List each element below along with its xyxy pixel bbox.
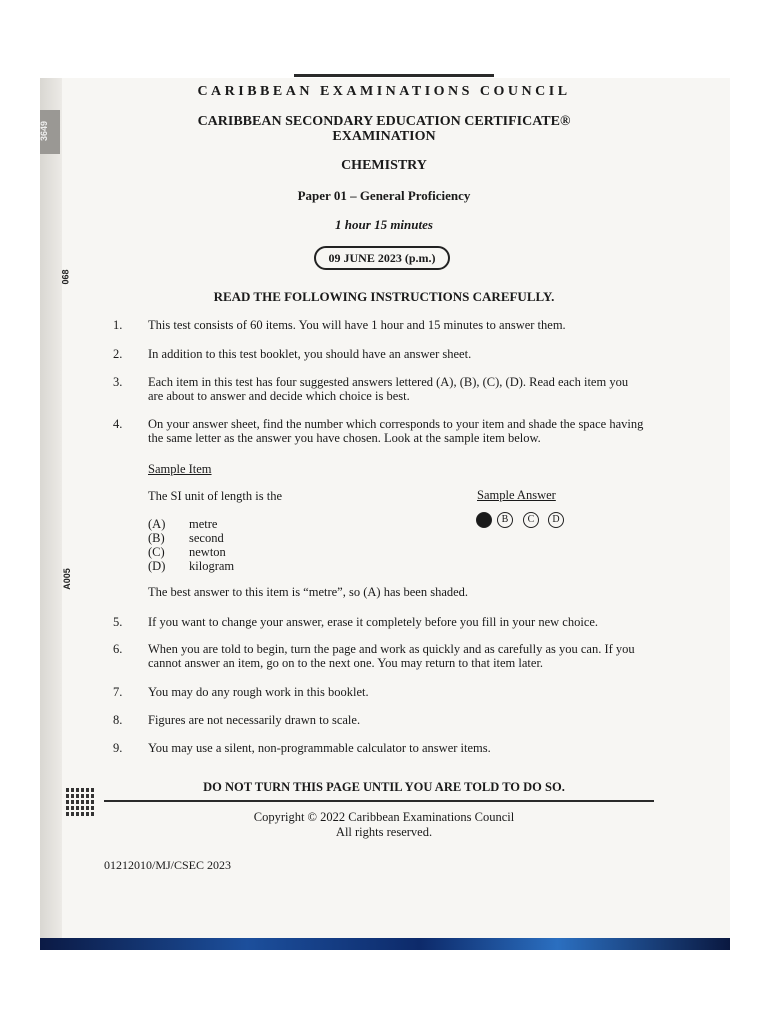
certificate-title	[0, 114, 768, 144]
paper-code: 01212010/MJ/CSEC 2023	[104, 858, 232, 872]
instruction-number: 5.	[113, 615, 123, 629]
side-code-top: 3649	[39, 120, 50, 142]
sample-item-heading: Sample Item	[148, 462, 212, 476]
instruction-text-line-2: cannot answer an item, go on to the next one. You may return to that item later.	[148, 656, 544, 670]
option-text: newton	[189, 545, 226, 559]
instruction-text-line-2: the same letter as the answer you have chosen. Look at the sample item below.	[148, 431, 541, 445]
option-letter: (A)	[148, 517, 166, 531]
instruction-number: 6.	[113, 642, 123, 656]
exam-date: 09 JUNE 2023 (p.m.)	[314, 246, 450, 270]
answer-bubble-a	[476, 512, 492, 528]
rights-reserved: All rights reserved.	[335, 825, 433, 839]
instruction-number: 8.	[113, 713, 123, 727]
answer-bubble-d	[548, 512, 564, 528]
option-text: metre	[189, 517, 218, 531]
instruction-text-line-1: Each item in this test has four suggested answers lettered (A), (B), (C), (D). Read each item you	[148, 375, 629, 389]
option-text: kilogram	[189, 559, 235, 573]
instruction-text-line-1: On your answer sheet, find the number which corresponds to your item and shade the space having	[148, 417, 644, 431]
paper-title: Paper 01 – General Proficiency	[297, 188, 471, 203]
footer-rule	[104, 800, 654, 802]
certificate-line-1: CARIBBEAN SECONDARY EDUCATION CERTIFICATE®	[197, 114, 571, 129]
option-letter: (B)	[148, 531, 165, 545]
instruction-number: 1.	[113, 318, 123, 332]
certificate-line-2: EXAMINATION	[332, 129, 436, 144]
option-text: second	[189, 531, 224, 545]
exam-duration: 1 hour 15 minutes	[335, 217, 433, 232]
instruction-text-line-1: When you are told to begin, turn the page and work as quickly and as carefully as you can. If you	[148, 642, 635, 656]
sample-explanation: The best answer to this item is “metre”, so (A) has been shaded.	[148, 585, 469, 599]
instruction-number: 4.	[113, 417, 123, 431]
do-not-turn-warning: DO NOT TURN THIS PAGE UNTIL YOU ARE TOLD TO DO SO.	[203, 780, 565, 794]
instructions-heading: READ THE FOLLOWING INSTRUCTIONS CAREFULLY.	[213, 289, 555, 304]
bubble-label: D	[552, 514, 560, 525]
council-name: CARIBBEAN EXAMINATIONS COUNCIL	[197, 84, 571, 99]
side-code-middle: 068	[60, 269, 71, 285]
side-code-lower: A005	[61, 568, 72, 590]
instruction-text: You may do any rough work in this booklet.	[148, 685, 369, 699]
bubble-label: C	[527, 514, 535, 525]
subject-title: CHEMISTRY	[341, 158, 427, 173]
top-rule	[294, 74, 494, 77]
instruction-number: 7.	[113, 685, 123, 699]
bubble-label: B	[501, 514, 509, 525]
option-letter: (D)	[148, 559, 166, 573]
copyright-notice: Copyright © 2022 Caribbean Examinations Council	[253, 810, 515, 824]
answer-bubble-c	[523, 512, 539, 528]
instruction-text-line-2: are about to answer and decide which choice is best.	[148, 389, 410, 403]
option-letter: (C)	[148, 545, 165, 559]
instruction-text: This test consists of 60 items. You will have 1 hour and 15 minutes to answer them.	[148, 318, 566, 332]
instruction-number: 2.	[113, 347, 123, 361]
instruction-text: If you want to change your answer, erase it completely before you fill in your new choice.	[148, 615, 599, 629]
page-edge-band	[40, 938, 730, 950]
instruction-text: In addition to this test booklet, you should have an answer sheet.	[148, 347, 472, 361]
instruction-number: 3.	[113, 375, 123, 389]
sample-question: The SI unit of length is the	[148, 489, 283, 503]
instruction-text: Figures are not necessarily drawn to scale.	[148, 713, 361, 727]
instruction-number: 9.	[113, 741, 123, 755]
instruction-text: You may use a silent, non-programmable calculator to answer items.	[148, 741, 491, 755]
sample-answer-heading: Sample Answer	[477, 488, 556, 502]
answer-bubble-b	[497, 512, 513, 528]
